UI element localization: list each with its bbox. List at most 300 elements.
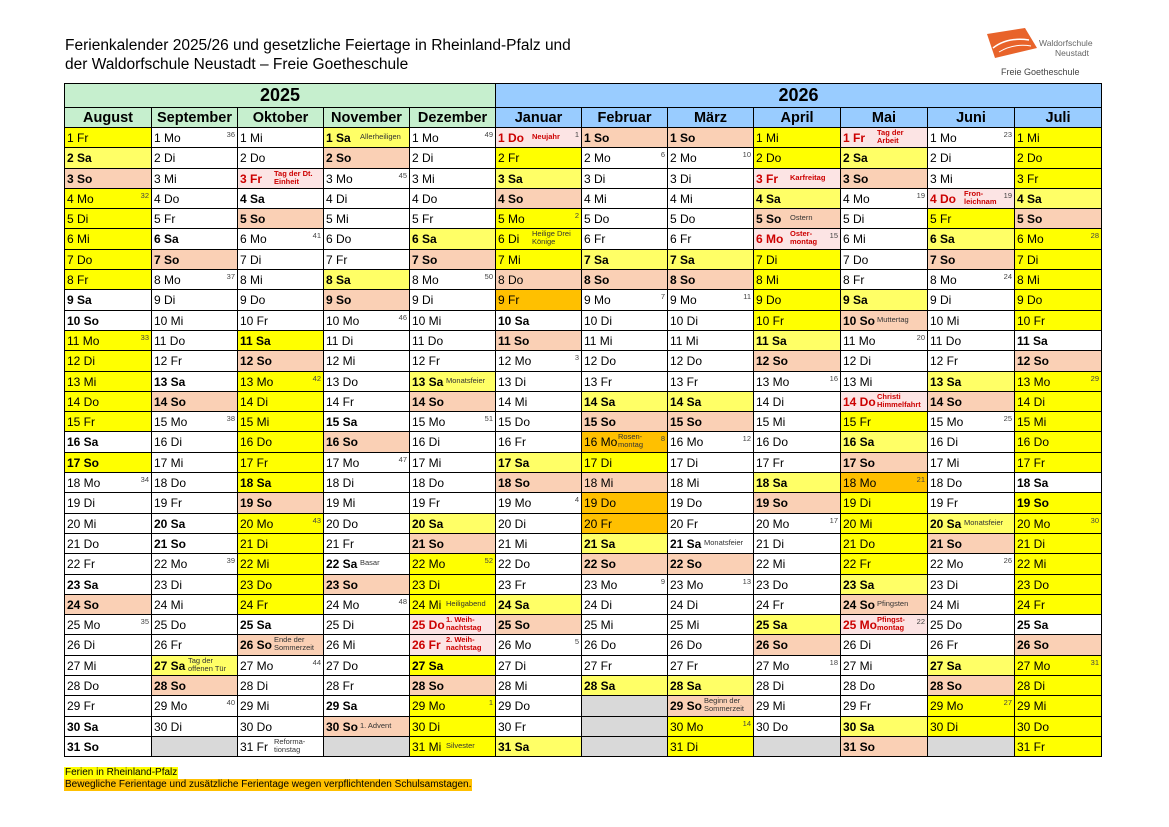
day-cell bbox=[582, 533, 668, 553]
day-label: 29 Fr bbox=[843, 699, 872, 714]
day-cell bbox=[410, 533, 496, 553]
day-label: 8 So bbox=[584, 273, 610, 288]
day-label: 24 Di bbox=[670, 597, 699, 612]
day-label: 15 Sa bbox=[326, 415, 358, 430]
calendar-table bbox=[64, 83, 1102, 757]
day-label: 9 So bbox=[326, 293, 352, 308]
day-cell bbox=[754, 615, 841, 635]
day-cell bbox=[65, 412, 152, 432]
day-label: 16 Do bbox=[756, 435, 789, 450]
day-label: 24 Mo bbox=[326, 597, 360, 612]
day-cell bbox=[668, 554, 754, 574]
day-cell bbox=[668, 371, 754, 391]
day-label: 3 Fr bbox=[1017, 171, 1039, 186]
day-label: 28 Mi bbox=[498, 679, 528, 694]
week-number: 47 bbox=[398, 454, 407, 464]
day-cell bbox=[582, 452, 668, 472]
day-cell bbox=[928, 554, 1015, 574]
day-label: 14 Sa bbox=[670, 394, 702, 409]
day-cell bbox=[152, 351, 238, 371]
day-label: 2 Sa bbox=[67, 151, 92, 166]
day-label: 13 Sa bbox=[154, 374, 186, 389]
day-label: 18 So bbox=[498, 476, 531, 491]
day-cell bbox=[65, 249, 152, 269]
week-number: 4 bbox=[574, 495, 579, 505]
day-cell bbox=[496, 412, 582, 432]
day-cell bbox=[496, 209, 582, 229]
day-label: 2 Do bbox=[756, 151, 782, 166]
day-cell bbox=[410, 351, 496, 371]
day-row bbox=[65, 655, 1102, 675]
day-row bbox=[65, 432, 1102, 452]
day-cell bbox=[668, 716, 754, 736]
day-label: 3 Mi bbox=[930, 171, 953, 186]
day-cell bbox=[841, 473, 928, 493]
day-cell bbox=[65, 473, 152, 493]
day-label: 20 Di bbox=[498, 516, 527, 531]
day-cell bbox=[152, 391, 238, 411]
week-number: 19 bbox=[916, 190, 925, 200]
day-cell bbox=[496, 533, 582, 553]
day-cell bbox=[668, 676, 754, 696]
day-label: 6 Mi bbox=[843, 232, 866, 247]
day-cell bbox=[928, 128, 1015, 148]
empty-cell bbox=[754, 736, 841, 756]
day-note: Tag der Arbeit bbox=[877, 128, 904, 145]
day-label: 20 Sa bbox=[412, 516, 444, 531]
day-label: 10 So bbox=[67, 313, 100, 328]
week-number: 22 bbox=[916, 617, 925, 627]
day-cell bbox=[496, 371, 582, 391]
week-number: 42 bbox=[312, 373, 321, 383]
day-cell bbox=[324, 594, 410, 614]
day-cell bbox=[152, 676, 238, 696]
day-cell bbox=[582, 473, 668, 493]
week-number: 5 bbox=[574, 637, 579, 647]
day-cell bbox=[754, 493, 841, 513]
day-label: 27 Sa bbox=[412, 658, 444, 673]
day-label: 22 So bbox=[584, 557, 617, 572]
day-label: 12 Do bbox=[670, 354, 703, 369]
day-label: 13 Do bbox=[326, 374, 359, 389]
day-label: 29 Do bbox=[498, 699, 531, 714]
day-cell bbox=[928, 696, 1015, 716]
day-label: 29 Sa bbox=[326, 699, 358, 714]
logo-mark-icon bbox=[985, 28, 1041, 62]
day-cell bbox=[1015, 209, 1102, 229]
day-cell bbox=[496, 249, 582, 269]
day-cell bbox=[238, 473, 324, 493]
day-label: 15 So bbox=[584, 415, 617, 430]
day-cell bbox=[238, 128, 324, 148]
day-label: 4 Di bbox=[326, 191, 348, 206]
day-note: 2. Weih- nachtstag bbox=[446, 635, 482, 653]
week-number: 15 bbox=[829, 231, 838, 241]
day-cell bbox=[928, 473, 1015, 493]
day-label: 13 Fr bbox=[670, 374, 699, 389]
day-label: 19 Di bbox=[67, 496, 96, 511]
day-label: 5 Di bbox=[67, 212, 89, 227]
day-label: 17 Mo bbox=[326, 455, 360, 470]
day-cell bbox=[582, 188, 668, 208]
day-label: 12 Di bbox=[67, 354, 96, 369]
day-label: 3 Mi bbox=[154, 171, 177, 186]
day-note: Allerheiligen bbox=[360, 132, 401, 141]
week-number: 38 bbox=[226, 414, 235, 424]
day-cell bbox=[238, 594, 324, 614]
day-label: 29 Mo bbox=[930, 699, 964, 714]
day-label: 28 Sa bbox=[670, 679, 702, 694]
day-cell bbox=[1015, 594, 1102, 614]
day-cell bbox=[65, 452, 152, 472]
day-label: 4 Sa bbox=[756, 191, 781, 206]
day-label: 30 Do bbox=[756, 719, 789, 734]
day-label: 14 Di bbox=[756, 394, 785, 409]
day-cell bbox=[754, 330, 841, 350]
day-cell bbox=[841, 412, 928, 432]
day-cell bbox=[410, 270, 496, 290]
day-cell bbox=[582, 574, 668, 594]
day-row bbox=[65, 351, 1102, 371]
day-label: 8 Mo bbox=[412, 273, 439, 288]
day-cell bbox=[324, 249, 410, 269]
day-label: 6 Mo bbox=[240, 232, 267, 247]
day-row bbox=[65, 188, 1102, 208]
day-cell bbox=[668, 594, 754, 614]
day-cell bbox=[324, 716, 410, 736]
day-cell bbox=[841, 574, 928, 594]
day-cell bbox=[496, 615, 582, 635]
day-cell bbox=[324, 513, 410, 533]
day-label: 3 Mo bbox=[326, 171, 353, 186]
logo-text-waldorfschule: Waldorfschule bbox=[1039, 38, 1093, 48]
day-label: 23 Sa bbox=[843, 577, 875, 592]
day-cell bbox=[65, 513, 152, 533]
day-cell bbox=[324, 452, 410, 472]
day-row bbox=[65, 391, 1102, 411]
day-cell bbox=[152, 168, 238, 188]
day-label: 23 Do bbox=[756, 577, 789, 592]
day-cell bbox=[928, 493, 1015, 513]
day-cell bbox=[238, 452, 324, 472]
week-number: 1 bbox=[488, 698, 493, 708]
day-label: 16 Sa bbox=[843, 435, 875, 450]
day-cell bbox=[754, 412, 841, 432]
day-cell bbox=[410, 493, 496, 513]
day-cell bbox=[324, 188, 410, 208]
day-cell bbox=[668, 148, 754, 168]
week-number: 43 bbox=[312, 515, 321, 525]
day-label: 16 Di bbox=[930, 435, 959, 450]
day-cell bbox=[754, 554, 841, 574]
day-cell bbox=[668, 391, 754, 411]
day-label: 6 Sa bbox=[154, 232, 179, 247]
day-cell bbox=[496, 594, 582, 614]
day-label: 13 Mo bbox=[240, 374, 274, 389]
day-note: Fron- leichnam bbox=[964, 188, 997, 206]
day-cell bbox=[65, 533, 152, 553]
day-cell bbox=[238, 716, 324, 736]
day-label: 19 Di bbox=[843, 496, 872, 511]
day-cell bbox=[65, 574, 152, 594]
day-cell bbox=[496, 229, 582, 249]
day-label: 11 Sa bbox=[1017, 333, 1048, 348]
day-label: 6 Sa bbox=[412, 232, 437, 247]
day-label: 5 Mo bbox=[498, 212, 525, 227]
day-cell bbox=[841, 594, 928, 614]
day-cell bbox=[1015, 554, 1102, 574]
day-label: 30 Di bbox=[412, 719, 441, 734]
day-label: 26 Mo bbox=[498, 638, 532, 653]
month-header-april: April bbox=[754, 108, 841, 128]
day-cell bbox=[496, 188, 582, 208]
day-label: 2 Di bbox=[930, 151, 952, 166]
day-cell bbox=[582, 635, 668, 655]
day-cell bbox=[152, 270, 238, 290]
day-cell bbox=[1015, 371, 1102, 391]
day-label: 4 Sa bbox=[240, 191, 265, 206]
day-cell bbox=[410, 229, 496, 249]
day-row bbox=[65, 676, 1102, 696]
day-cell bbox=[65, 635, 152, 655]
day-cell bbox=[65, 128, 152, 148]
day-label: 7 Di bbox=[240, 252, 262, 267]
day-label: 12 So bbox=[1017, 354, 1050, 369]
week-number: 9 bbox=[660, 576, 665, 586]
day-label: 26 Fr bbox=[930, 638, 959, 653]
day-cell bbox=[238, 655, 324, 675]
day-label: 25 Do bbox=[930, 618, 963, 633]
day-cell bbox=[496, 655, 582, 675]
day-cell bbox=[496, 270, 582, 290]
day-label: 31 So bbox=[67, 739, 100, 754]
week-number: 12 bbox=[742, 434, 751, 444]
week-number: 14 bbox=[742, 718, 751, 728]
day-label: 9 Di bbox=[930, 293, 952, 308]
day-cell bbox=[841, 371, 928, 391]
day-label: 6 Mo bbox=[756, 232, 784, 247]
day-label: 2 Sa bbox=[843, 151, 868, 166]
day-label: 12 Fr bbox=[154, 354, 183, 369]
day-cell bbox=[152, 452, 238, 472]
day-cell bbox=[152, 412, 238, 432]
day-label: 18 Mi bbox=[584, 476, 614, 491]
day-label: 24 Fr bbox=[756, 597, 785, 612]
day-cell bbox=[754, 676, 841, 696]
day-cell bbox=[65, 148, 152, 168]
day-label: 16 Do bbox=[240, 435, 273, 450]
day-label: 19 Fr bbox=[930, 496, 959, 511]
day-cell bbox=[238, 513, 324, 533]
day-cell bbox=[324, 310, 410, 330]
day-label: 21 Fr bbox=[326, 536, 355, 551]
day-cell bbox=[238, 736, 324, 756]
day-cell bbox=[1015, 270, 1102, 290]
day-label: 17 Di bbox=[670, 455, 699, 470]
day-label: 3 So bbox=[67, 171, 93, 186]
day-label: 9 Mo bbox=[584, 293, 611, 308]
day-row bbox=[65, 513, 1102, 533]
day-label: 23 Do bbox=[240, 577, 273, 592]
day-note: 1. Weih- nachtstag bbox=[446, 615, 482, 633]
day-label: 22 So bbox=[670, 557, 703, 572]
day-label: 18 Sa bbox=[240, 476, 272, 491]
day-label: 19 So bbox=[240, 496, 273, 511]
day-label: 7 Di bbox=[1017, 252, 1039, 267]
month-header-januar: Januar bbox=[496, 108, 582, 128]
day-row bbox=[65, 412, 1102, 432]
day-label: 4 Sa bbox=[1017, 191, 1042, 206]
day-label: 18 Do bbox=[930, 476, 963, 491]
day-cell bbox=[410, 412, 496, 432]
day-label: 15 Fr bbox=[67, 415, 96, 430]
day-cell bbox=[668, 513, 754, 533]
day-cell bbox=[324, 676, 410, 696]
day-cell bbox=[410, 676, 496, 696]
day-label: 19 So bbox=[756, 496, 789, 511]
day-label: 4 Do bbox=[412, 191, 438, 206]
day-cell bbox=[410, 371, 496, 391]
day-cell bbox=[928, 229, 1015, 249]
day-label: 3 Fr bbox=[756, 171, 779, 186]
day-label: 2 Di bbox=[412, 151, 434, 166]
day-label: 15 Mi bbox=[240, 415, 270, 430]
day-cell bbox=[928, 655, 1015, 675]
day-cell bbox=[754, 229, 841, 249]
day-label: 15 So bbox=[670, 415, 703, 430]
day-label: 9 Mo bbox=[670, 293, 697, 308]
day-label: 8 Mi bbox=[240, 273, 263, 288]
day-cell bbox=[841, 635, 928, 655]
day-cell bbox=[841, 310, 928, 330]
day-label: 20 Fr bbox=[584, 516, 613, 531]
day-label: 6 Di bbox=[498, 232, 520, 247]
empty-cell bbox=[928, 736, 1015, 756]
day-label: 18 Mo bbox=[67, 476, 101, 491]
day-label: 7 Di bbox=[756, 252, 778, 267]
day-label: 11 Mo bbox=[843, 333, 876, 348]
day-cell bbox=[238, 351, 324, 371]
day-label: 1 Mo bbox=[154, 131, 181, 145]
day-label: 28 So bbox=[412, 679, 445, 694]
day-cell bbox=[582, 594, 668, 614]
day-row bbox=[65, 533, 1102, 553]
day-label: 25 Do bbox=[154, 618, 187, 633]
day-cell bbox=[668, 736, 754, 756]
day-label: 28 Do bbox=[843, 679, 876, 694]
day-cell bbox=[582, 432, 668, 452]
day-cell bbox=[496, 391, 582, 411]
day-label: 28 So bbox=[154, 679, 187, 694]
day-label: 25 Mo bbox=[843, 618, 878, 633]
day-label: 19 Mi bbox=[326, 496, 356, 511]
day-row bbox=[65, 209, 1102, 229]
day-cell bbox=[668, 229, 754, 249]
day-label: 14 So bbox=[412, 394, 445, 409]
day-cell bbox=[238, 696, 324, 716]
day-label: 24 Di bbox=[584, 597, 613, 612]
week-number: 41 bbox=[312, 231, 321, 241]
legend-ferien: Ferien in Rheinland-Pfalz bbox=[65, 767, 178, 778]
empty-cell bbox=[582, 736, 668, 756]
day-label: 10 Mi bbox=[412, 313, 442, 328]
day-label: 9 Di bbox=[412, 293, 434, 308]
day-cell bbox=[841, 391, 928, 411]
day-label: 25 Sa bbox=[1017, 618, 1049, 633]
day-note: Pfingsten bbox=[877, 598, 909, 608]
day-cell bbox=[754, 655, 841, 675]
day-cell bbox=[496, 635, 582, 655]
day-label: 11 Di bbox=[326, 333, 354, 348]
week-number: 19 bbox=[1003, 190, 1012, 200]
day-label: 7 Mi bbox=[498, 252, 521, 267]
day-cell bbox=[754, 391, 841, 411]
month-header-september: September bbox=[152, 108, 238, 128]
day-cell bbox=[65, 432, 152, 452]
day-label: 20 Mo bbox=[240, 516, 274, 531]
day-cell bbox=[152, 594, 238, 614]
day-label: 18 Sa bbox=[756, 476, 788, 491]
day-label: 26 Fr bbox=[154, 638, 183, 653]
day-cell bbox=[1015, 310, 1102, 330]
day-cell bbox=[410, 635, 496, 655]
day-label: 16 Sa bbox=[67, 435, 99, 450]
day-label: 12 Do bbox=[584, 354, 617, 369]
day-cell bbox=[1015, 696, 1102, 716]
day-cell bbox=[754, 128, 841, 148]
day-cell bbox=[841, 270, 928, 290]
day-cell bbox=[928, 574, 1015, 594]
day-label: 23 So bbox=[326, 577, 359, 592]
day-cell bbox=[582, 249, 668, 269]
day-label: 4 So bbox=[498, 191, 524, 206]
day-cell bbox=[841, 493, 928, 513]
day-label: 25 Do bbox=[412, 618, 445, 633]
week-number: 39 bbox=[226, 556, 235, 566]
day-cell bbox=[65, 229, 152, 249]
day-label: 21 Di bbox=[1017, 536, 1046, 551]
day-label: 8 Fr bbox=[843, 273, 865, 288]
day-cell bbox=[238, 371, 324, 391]
day-label: 12 So bbox=[240, 354, 273, 369]
day-label: 8 Mi bbox=[756, 273, 779, 288]
day-label: 29 Mi bbox=[756, 699, 786, 714]
empty-cell bbox=[324, 736, 410, 756]
day-label: 2 Do bbox=[1017, 151, 1043, 166]
day-label: 25 Sa bbox=[756, 618, 788, 633]
day-label: 1 Sa bbox=[326, 131, 351, 145]
day-cell bbox=[324, 128, 410, 148]
day-label: 20 Mo bbox=[1017, 516, 1051, 531]
day-cell bbox=[754, 452, 841, 472]
day-cell bbox=[928, 432, 1015, 452]
day-cell bbox=[668, 290, 754, 310]
day-label: 17 Di bbox=[584, 455, 613, 470]
day-label: 26 Mi bbox=[326, 638, 356, 653]
logo-text-neustadt: Neustadt bbox=[1055, 48, 1090, 58]
day-label: 12 Fr bbox=[930, 354, 959, 369]
day-cell bbox=[65, 594, 152, 614]
day-cell bbox=[1015, 452, 1102, 472]
day-cell bbox=[496, 148, 582, 168]
day-cell bbox=[410, 513, 496, 533]
day-label: 22 Fr bbox=[67, 557, 96, 572]
day-cell bbox=[668, 696, 754, 716]
day-cell bbox=[582, 148, 668, 168]
week-number: 33 bbox=[140, 332, 149, 342]
day-row bbox=[65, 635, 1102, 655]
day-cell bbox=[841, 229, 928, 249]
